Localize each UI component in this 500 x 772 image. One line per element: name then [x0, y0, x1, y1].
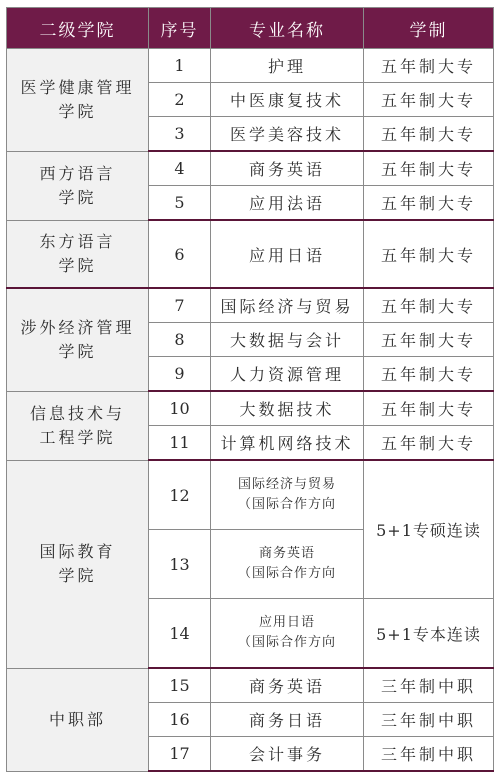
major-name-line: （国际合作方向 [237, 635, 336, 650]
major-name: 大数据技术 [211, 391, 364, 426]
row-number: 16 [149, 703, 211, 737]
row-number: 3 [149, 117, 211, 152]
row-number: 7 [149, 288, 211, 323]
row-number: 8 [149, 323, 211, 357]
program-length: 五年制大专 [364, 151, 494, 186]
major-name: 应用日语 [211, 220, 364, 288]
major-name: 医学美容技术 [211, 117, 364, 152]
college-name-line: 工程学院 [39, 427, 116, 447]
row-number: 17 [149, 737, 211, 772]
program-length: 五年制大专 [364, 323, 494, 357]
college-cell [7, 220, 149, 288]
college-name-line: 学院 [58, 255, 97, 275]
table-row [7, 151, 494, 186]
major-name: 大数据与会计 [211, 323, 364, 357]
program-table [6, 7, 494, 772]
college-name-line: 学院 [58, 341, 97, 361]
major-name-line: （国际合作方向 [237, 497, 336, 512]
table-row [7, 220, 494, 288]
major-name: 国际经济与贸易 [211, 288, 364, 323]
college-name-line: 国际教育 [39, 542, 116, 561]
row-number: 12 [149, 460, 211, 530]
program-length: 五年制大专 [364, 49, 494, 83]
program-length: 五年制大专 [364, 288, 494, 323]
college-name-line: 学院 [58, 566, 97, 585]
table-row [7, 49, 494, 83]
row-number: 11 [149, 426, 211, 461]
college-name-line: 医学健康管理 [20, 77, 135, 97]
major-name: 计算机网络技术 [211, 426, 364, 461]
college-name-line: 涉外经济管理 [20, 317, 135, 337]
program-length: 五年制大专 [364, 391, 494, 426]
row-number: 13 [149, 530, 211, 599]
college-cell [7, 460, 149, 668]
header-system: 学制 [364, 8, 494, 49]
row-number: 15 [149, 668, 211, 703]
major-name-line: （国际合作方向 [237, 566, 336, 581]
program-length: 三年制中职 [364, 668, 494, 703]
college-cell [7, 49, 149, 152]
college-cell [7, 391, 149, 460]
header-major: 专业名称 [211, 8, 364, 49]
college-cell [7, 151, 149, 220]
major-name: 人力资源管理 [211, 357, 364, 392]
row-number: 6 [149, 220, 211, 288]
college-name-line: 中职部 [48, 709, 106, 729]
major-name [211, 530, 364, 599]
header-number: 序号 [149, 8, 211, 49]
program-length: 五年制大专 [364, 117, 494, 152]
table-row [7, 668, 494, 703]
row-number: 5 [149, 186, 211, 221]
major-name: 中医康复技术 [211, 83, 364, 117]
major-name: 护理 [211, 49, 364, 83]
program-length: 五年制大专 [364, 426, 494, 461]
row-number: 9 [149, 357, 211, 392]
college-name-line: 学院 [58, 187, 97, 207]
college-name-line: 东方语言 [39, 231, 116, 251]
college-name-line: 学院 [58, 101, 97, 121]
major-name-line: 国际经济与贸易 [237, 477, 336, 492]
major-name [211, 599, 364, 669]
program-length: 三年制中职 [364, 703, 494, 737]
major-name: 商务英语 [211, 151, 364, 186]
table-row [7, 460, 494, 530]
table-row [7, 391, 494, 426]
college-cell [7, 668, 149, 771]
college-name-line: 西方语言 [39, 163, 116, 183]
college-name-line: 信息技术与 [29, 403, 125, 423]
college-cell [7, 288, 149, 391]
major-name-line: 应用日语 [258, 615, 315, 630]
program-length: 5+1专硕连读 [364, 460, 494, 599]
program-length: 五年制大专 [364, 357, 494, 392]
header-row [7, 8, 494, 49]
row-number: 1 [149, 49, 211, 83]
major-name: 商务英语 [211, 668, 364, 703]
header-college: 二级学院 [7, 8, 149, 49]
major-name [211, 460, 364, 530]
major-name: 应用法语 [211, 186, 364, 221]
program-length: 5+1专本连读 [364, 599, 494, 669]
row-number: 4 [149, 151, 211, 186]
program-length: 三年制中职 [364, 737, 494, 772]
row-number: 14 [149, 599, 211, 669]
table-row [7, 288, 494, 323]
program-length: 五年制大专 [364, 186, 494, 221]
major-name: 商务日语 [211, 703, 364, 737]
program-length: 五年制大专 [364, 83, 494, 117]
row-number: 10 [149, 391, 211, 426]
program-length: 五年制大专 [364, 220, 494, 288]
major-name-line: 商务英语 [258, 546, 315, 561]
row-number: 2 [149, 83, 211, 117]
major-name: 会计事务 [211, 737, 364, 772]
